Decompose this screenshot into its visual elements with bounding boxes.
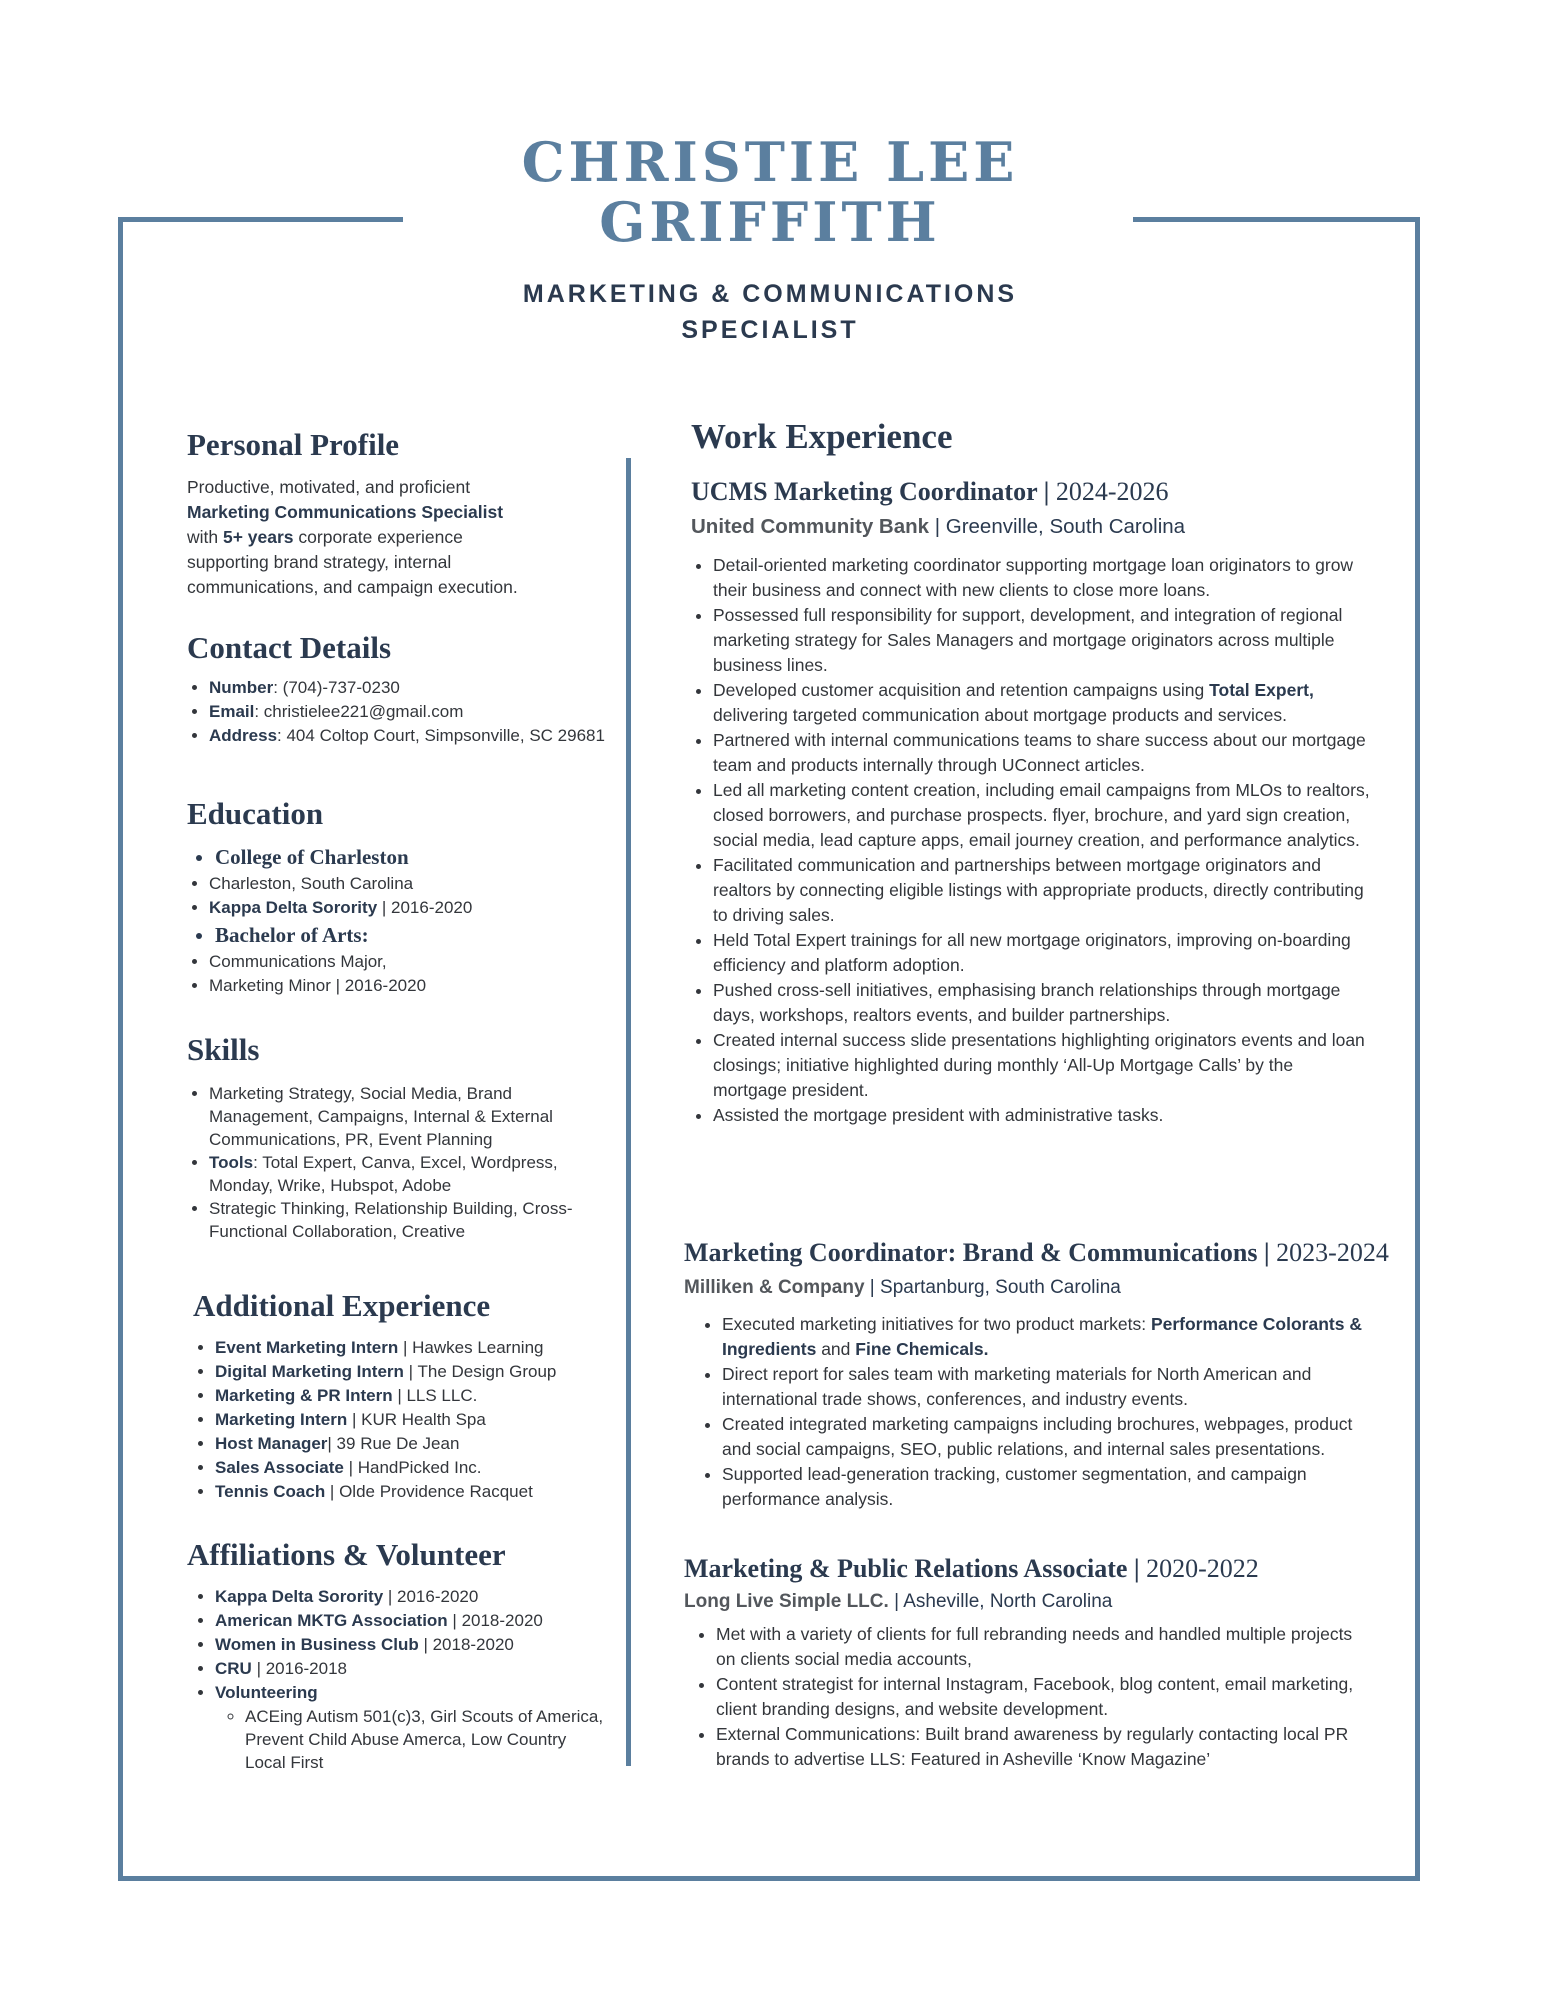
contact-section: [187, 628, 607, 748]
job-section-3: [684, 1552, 1384, 1772]
additional-experience-item: [215, 1480, 613, 1504]
section-heading: Skills: [187, 1032, 260, 1067]
education-school: • College of Charleston: [215, 842, 607, 872]
profile-line-bold: Marketing Communications Specialist: [187, 502, 504, 522]
personal-profile-section: [187, 425, 607, 600]
education-details: [187, 872, 607, 920]
affiliation-item: [215, 1657, 607, 1681]
additional-experience-item: [215, 1456, 613, 1480]
additional-experience-item: [215, 1432, 613, 1456]
job-bullet: • Held Total Expert trainings for all new mortgage originators, improving on-boarding efficiency and platform adoption.: [713, 928, 1371, 978]
job-bullet: • Created integrated marketing campaigns including brochures, webpages, product and social campaigns, SEO, public relations, and internal sales presentations.: [722, 1412, 1382, 1462]
affiliation-org: Women in Business Club: [215, 1635, 419, 1654]
bullet-text: Executed marketing initiatives for two product markets:: [722, 1314, 1151, 1334]
role-line-1: MARKETING & COMMUNICATIONS: [522, 280, 1018, 308]
skill-tools: [209, 1151, 587, 1197]
section-heading: Education: [187, 796, 324, 831]
skill-item: • Strategic Thinking, Relationship Building, Cross-Functional Collaboration, Creative: [209, 1197, 587, 1243]
job-bullet: • Detail-oriented marketing coordinator supporting mortgage loan originators to grow their business and connect with new clients to close more loans.: [713, 553, 1371, 603]
job-bullet: • External Communications: Built brand awareness by regularly contacting local PR brands to advertise LLS: Featured in Asheville ‘Know Magazine’: [716, 1722, 1376, 1772]
additional-experience-item: [215, 1360, 613, 1384]
experience-org: | Hawkes Learning: [398, 1338, 544, 1357]
profile-line: supporting brand strategy, internal: [187, 552, 452, 572]
skill-item: • Marketing Strategy, Social Media, Brand Management, Campaigns, Internal & External Communications, PR, Event Planning: [209, 1082, 587, 1151]
work-experience-section: [691, 415, 1371, 1128]
contact-list: [187, 676, 607, 748]
contact-email: [209, 700, 607, 724]
education-minor: • Marketing Minor | 2016-2020: [209, 974, 607, 998]
affiliation-org: CRU: [215, 1659, 252, 1678]
job-bullet: • Led all marketing content creation, including email campaigns from MLOs to realtors, closed borrowers, and purchase prospects. flyer, brochure, and yard sign creation, social media, lead capture apps, email journey creation, and performance analytics.: [713, 778, 1371, 853]
contact-value: : christielee221@gmail.com: [254, 702, 464, 721]
education-degree-list: [187, 920, 607, 950]
contact-address: [209, 724, 607, 748]
affiliation-years: | 2018-2020: [447, 1611, 543, 1630]
education-location: • Charleston, South Carolina: [209, 872, 607, 896]
additional-experience-list: [193, 1336, 613, 1504]
job-title-2: [684, 1236, 1404, 1270]
contact-label: Address: [209, 726, 278, 745]
affiliation-item: [215, 1633, 607, 1657]
role-line-2: SPECIALIST: [681, 316, 859, 344]
contact-number: [209, 676, 607, 700]
job-title-1: [691, 475, 1371, 509]
contact-value: : (704)-737-0230: [273, 678, 400, 697]
profile-line: corporate experience: [293, 527, 463, 547]
name-line-2: GRIFFITH: [599, 190, 941, 254]
experience-org: | The Design Group: [403, 1362, 557, 1381]
volunteer-detail: ◦ ACEing Autism 501(c)3, Girl Scouts of America, Prevent Child Abuse Amerca, Low Country Local First: [245, 1705, 607, 1774]
bullet-bold: Total Expert,: [1209, 680, 1314, 700]
job-bullet: • Possessed full responsibility for support, development, and integration of regional marketing strategy for Sales Managers and mortgage originators across multiple business lines.: [713, 603, 1371, 678]
additional-experience-item: [215, 1384, 613, 1408]
profile-line: with: [187, 527, 223, 547]
frame-border-left: [118, 217, 123, 1881]
education-degree: • Bachelor of Arts:: [215, 920, 607, 950]
affiliation-item: [215, 1585, 607, 1609]
section-heading: Additional Experience: [193, 1288, 491, 1323]
job-company-1: [691, 513, 1371, 541]
job-bullets-1: [691, 553, 1371, 1128]
column-divider: [626, 458, 631, 1766]
job-title: [420, 276, 1120, 348]
company-name: Long Live Simple LLC.: [684, 1591, 889, 1612]
bullet-bold: Fine Chemicals.: [855, 1339, 989, 1359]
job-company-3: [684, 1588, 1384, 1616]
job-section-2: [684, 1236, 1404, 1512]
bullet-text: and: [816, 1339, 856, 1359]
additional-experience-item: [215, 1408, 613, 1432]
affiliation-years: | 2016-2020: [383, 1587, 479, 1606]
experience-role: Event Marketing Intern: [215, 1338, 399, 1357]
job-years: 2020-2022: [1146, 1554, 1259, 1583]
education-sorority: [209, 896, 607, 920]
profile-line: Productive, motivated, and proficient: [187, 477, 471, 497]
job-bullets-2: [684, 1312, 1382, 1512]
bullet-text: delivering targeted communication about mortgage products and services.: [713, 705, 1287, 725]
resume-name: [420, 132, 1120, 252]
contact-label: Number: [209, 678, 274, 697]
section-heading: Personal Profile: [187, 427, 400, 462]
bullet-text: Developed customer acquisition and retention campaigns using: [713, 680, 1210, 700]
job-bullet: • Created internal success slide presentations highlighting originators events and loan closings; initiative highlighted during monthly ‘All-Up Mortgage Calls’ by the mortgage president.: [713, 1028, 1371, 1103]
experience-role: Sales Associate: [215, 1458, 344, 1477]
section-heading: Contact Details: [187, 630, 392, 665]
frame-border-right: [1415, 217, 1420, 1881]
experience-role: Digital Marketing Intern: [215, 1362, 404, 1381]
job-bullet: [722, 1312, 1382, 1362]
experience-org: | LLS LLC.: [392, 1386, 478, 1405]
section-heading: Affiliations & Volunteer: [187, 1537, 506, 1572]
job-bullet: • Supported lead-generation tracking, customer segmentation, and campaign performance analysis.: [722, 1462, 1382, 1512]
job-title-text: Marketing & Public Relations Associate |: [684, 1554, 1147, 1583]
company-location: | Asheville, North Carolina: [888, 1591, 1113, 1612]
sorority-years: | 2016-2020: [377, 898, 473, 917]
affiliation-org: Kappa Delta Sorority: [215, 1587, 384, 1606]
job-bullet: • Met with a variety of clients for full rebranding needs and handled multiple projects on clients social media accounts,: [716, 1622, 1376, 1672]
job-title-text: Marketing Coordinator: Brand & Communications |: [684, 1238, 1277, 1267]
job-bullet: • Partnered with internal communications teams to share success about our mortgage team and products internally through UConnect articles.: [713, 728, 1371, 778]
profile-line: communications, and campaign execution.: [187, 577, 518, 597]
education-major: • Communications Major,: [209, 950, 607, 974]
contact-value: : 404 Coltop Court, Simpsonville, SC 29681: [277, 726, 605, 745]
frame-border-bottom: [118, 1876, 1420, 1881]
affiliations-list: [187, 1585, 607, 1774]
skills-list: [187, 1082, 587, 1243]
affiliation-years: | 2016-2018: [251, 1659, 348, 1678]
additional-experience-section: [193, 1286, 613, 1504]
job-bullet: • Pushed cross-sell initiatives, emphasising branch relationships through mortgage days, workshops, realtors events, and builder partnerships.: [713, 978, 1371, 1028]
job-years: 2024-2026: [1055, 477, 1169, 506]
company-location: | Spartanburg, South Carolina: [864, 1277, 1121, 1298]
experience-role: Marketing Intern: [215, 1410, 348, 1429]
job-title-text: UCMS Marketing Coordinator |: [691, 477, 1056, 506]
experience-org: | 39 Rue De Jean: [327, 1434, 460, 1453]
name-line-1: CHRISTIE LEE: [521, 130, 1019, 194]
job-bullet: • Assisted the mortgage president with administrative tasks.: [713, 1103, 1371, 1128]
volunteering-item: [215, 1681, 607, 1774]
affiliation-item: [215, 1609, 607, 1633]
job-company-2: [684, 1274, 1404, 1302]
job-bullets-3: [684, 1622, 1376, 1772]
section-heading: Work Experience: [691, 417, 953, 456]
affiliations-section: [187, 1535, 607, 1774]
education-section: [187, 794, 607, 998]
skills-section: [187, 1030, 587, 1243]
tools-value: : Total Expert, Canva, Excel, Wordpress, Monday, Wrike, Hubspot, Adobe: [209, 1153, 558, 1195]
profile-paragraph: [187, 475, 607, 600]
job-bullet: [713, 678, 1371, 728]
experience-org: | HandPicked Inc.: [343, 1458, 482, 1477]
experience-role: Tennis Coach: [215, 1482, 326, 1501]
education-majors: [187, 950, 607, 998]
company-name: United Community Bank: [691, 515, 930, 538]
company-location: | Greenville, South Carolina: [929, 515, 1186, 538]
job-title-3: [684, 1552, 1384, 1586]
sorority-name: Kappa Delta Sorority: [209, 898, 378, 917]
job-bullet: • Facilitated communication and partnerships between mortgage originators and realtors by connecting eligible listings with appropriate products, directly contributing to driving sales.: [713, 853, 1371, 928]
company-name: Milliken & Company: [684, 1277, 865, 1298]
education-list: [187, 842, 607, 872]
experience-role: Marketing & PR Intern: [215, 1386, 393, 1405]
job-years: 2023-2024: [1276, 1238, 1389, 1267]
frame-border-top-left: [118, 217, 403, 222]
contact-label: Email: [209, 702, 255, 721]
job-bullet: • Direct report for sales team with marketing materials for North American and international trade shows, conferences, and industry events.: [722, 1362, 1382, 1412]
affiliation-years: | 2018-2020: [418, 1635, 514, 1654]
affiliation-org: American MKTG Association: [215, 1611, 448, 1630]
volunteering-label: Volunteering: [215, 1683, 318, 1702]
experience-org: | KUR Health Spa: [347, 1410, 486, 1429]
additional-experience-item: [215, 1336, 613, 1360]
tools-label: Tools: [209, 1153, 254, 1172]
experience-org: | Olde Providence Racquet: [325, 1482, 533, 1501]
frame-border-top-right: [1133, 217, 1420, 222]
experience-role: Host Manager: [215, 1434, 328, 1453]
volunteering-sublist: [215, 1705, 607, 1774]
bullet-bold: Performance Colorants & Ingredients: [722, 1314, 1362, 1359]
job-bullet: • Content strategist for internal Instagram, Facebook, blog content, email marketing, client branding designs, and website development.: [716, 1672, 1376, 1722]
profile-years: 5+ years: [222, 527, 294, 547]
